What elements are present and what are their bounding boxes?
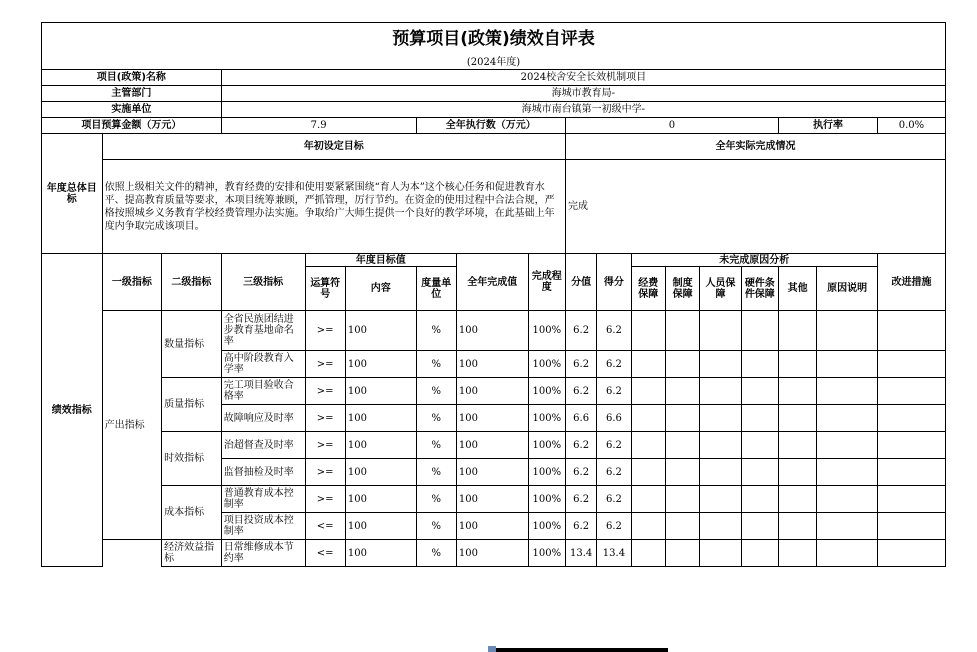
- operator: >=: [305, 459, 345, 486]
- target-content: 100: [345, 311, 416, 351]
- operator: >=: [305, 432, 345, 459]
- exec-value: 0: [565, 118, 778, 134]
- impl-unit-value: 海城市南台镇第一初级中学-: [221, 102, 945, 118]
- level2-timeliness: 时效指标: [162, 432, 222, 486]
- indicator-name: 故障响应及时率: [221, 405, 305, 432]
- target-content: 100: [345, 378, 416, 405]
- actual-completion-header: 全年实际完成情况: [565, 134, 945, 160]
- indicator-name: 监督抽检及时率: [221, 459, 305, 486]
- target-content: 100: [345, 351, 416, 378]
- table-row: [42, 540, 946, 567]
- project-name-label: 项目(政策)名称: [42, 70, 222, 86]
- completion-degree: 100%: [528, 540, 565, 567]
- level3-header: 三级指标: [221, 254, 305, 311]
- score: 6.2: [565, 459, 596, 486]
- full-year-value: 100: [456, 351, 528, 378]
- reason-hardware-header: 硬件条件保障: [741, 267, 778, 311]
- target-content: 100: [345, 513, 416, 540]
- reason-staff-header: 人员保障: [700, 267, 741, 311]
- reason-system-header: 制度保障: [665, 267, 699, 311]
- operator: >=: [305, 351, 345, 378]
- score: 6.2: [565, 432, 596, 459]
- unit: %: [416, 513, 456, 540]
- target-content: 100: [345, 459, 416, 486]
- got-score: 6.2: [597, 311, 631, 351]
- unit: %: [416, 459, 456, 486]
- impl-unit-label: 实施单位: [42, 102, 222, 118]
- score: 6.2: [565, 311, 596, 351]
- score: 13.4: [565, 540, 596, 567]
- completion-degree: 100%: [528, 432, 565, 459]
- perf-indicator-label: 绩效指标: [42, 254, 103, 567]
- table-row: [42, 486, 946, 513]
- evaluation-sheet: [41, 22, 946, 567]
- unit: %: [416, 486, 456, 513]
- level2-header: 二级指标: [162, 254, 222, 311]
- year-label: (2024年度): [42, 55, 946, 70]
- rate-value: 0.0%: [877, 118, 945, 134]
- target-content: 100: [345, 486, 416, 513]
- score: 6.6: [565, 405, 596, 432]
- completion-degree: 100%: [528, 311, 565, 351]
- completion-degree: 100%: [528, 405, 565, 432]
- unit: %: [416, 378, 456, 405]
- got-score: 6.2: [597, 513, 631, 540]
- exec-label: 全年执行数（万元）: [416, 118, 565, 134]
- improve-header: 改进措施: [877, 254, 945, 311]
- operator: >=: [305, 311, 345, 351]
- actual-completion-text: 完成: [565, 160, 945, 254]
- got-score: 13.4: [597, 540, 631, 567]
- page-title: 预算项目(政策)绩效自评表: [42, 23, 946, 56]
- unit: %: [416, 540, 456, 567]
- full-year-header: 全年完成值: [456, 254, 528, 311]
- full-year-value: 100: [456, 459, 528, 486]
- completion-degree: 100%: [528, 378, 565, 405]
- operator: >=: [305, 405, 345, 432]
- initial-goal-header: 年初设定目标: [102, 134, 565, 160]
- full-year-value: 100: [456, 540, 528, 567]
- got-score: 6.2: [597, 378, 631, 405]
- level1-output: 产出指标: [102, 311, 162, 540]
- unit: %: [416, 311, 456, 351]
- table-row: [42, 432, 946, 459]
- annual-target-header: 年度目标值: [305, 254, 456, 267]
- got-header: 得分: [597, 254, 631, 311]
- score-header: 分值: [565, 254, 596, 311]
- rate-label: 执行率: [779, 118, 878, 134]
- operator: >=: [305, 378, 345, 405]
- score: 6.2: [565, 486, 596, 513]
- got-score: 6.2: [597, 486, 631, 513]
- completion-degree: 100%: [528, 351, 565, 378]
- operator: >=: [305, 486, 345, 513]
- got-score: 6.6: [597, 405, 631, 432]
- indicator-name: 普通教育成本控制率: [221, 486, 305, 513]
- reason-desc-header: 原因说明: [817, 267, 878, 311]
- initial-goal-text: 依照上级相关文件的精神，教育经费的安排和使用要紧紧围绕“育人为本”这个核心任务和促进教育水平、提高教育质量等要求，本项目统筹兼顾，严抓管理，厉行节约。在资金的使用过程中合法合规，严格按照城乡义务教育学校经费管理办法实施。争取给广大师生提供一个良好的教学环境，在此基础上年度内争取完成该项目。: [102, 160, 565, 254]
- table-row: [42, 378, 946, 405]
- target-content: 100: [345, 540, 416, 567]
- got-score: 6.2: [597, 432, 631, 459]
- unit: %: [416, 351, 456, 378]
- indicator-name: 项目投资成本控制率: [221, 513, 305, 540]
- budget-label: 项目预算金额（万元）: [42, 118, 222, 134]
- dept-label: 主管部门: [42, 86, 222, 102]
- indicator-name: 日常维修成本节约率: [221, 540, 305, 567]
- budget-value: 7.9: [221, 118, 416, 134]
- full-year-value: 100: [456, 378, 528, 405]
- indicator-name: 治超督查及时率: [221, 432, 305, 459]
- level1-header: 一级指标: [102, 254, 162, 311]
- operator: <=: [305, 540, 345, 567]
- unit-header: 度量单位: [416, 267, 456, 311]
- op-header: 运算符号: [305, 267, 345, 311]
- reason-funding-header: 经费保障: [631, 267, 665, 311]
- full-year-value: 100: [456, 432, 528, 459]
- full-year-value: 100: [456, 486, 528, 513]
- score: 6.2: [565, 378, 596, 405]
- full-year-value: 100: [456, 513, 528, 540]
- full-year-value: 100: [456, 311, 528, 351]
- unit: %: [416, 405, 456, 432]
- level2-cost: 成本指标: [162, 486, 222, 540]
- level2-quantity: 数量指标: [162, 311, 222, 378]
- got-score: 6.2: [597, 351, 631, 378]
- indicator-name: 完工项目验收合格率: [221, 378, 305, 405]
- score: 6.2: [565, 351, 596, 378]
- annual-goal-label: 年度总体目标: [42, 134, 103, 254]
- completion-degree: 100%: [528, 459, 565, 486]
- level2-quality: 质量指标: [162, 378, 222, 432]
- target-content: 100: [345, 405, 416, 432]
- completion-degree: 100%: [528, 513, 565, 540]
- reason-other-header: 其他: [779, 267, 817, 311]
- completion-degree: 100%: [528, 486, 565, 513]
- content-header: 内容: [345, 267, 416, 311]
- completion-header: 完成程度: [528, 254, 565, 311]
- indicator-name: 全省民族团结进步教育基地命名率: [221, 311, 305, 351]
- got-score: 6.2: [597, 459, 631, 486]
- evaluation-table: [41, 22, 946, 567]
- table-row: [42, 311, 946, 351]
- target-content: 100: [345, 432, 416, 459]
- project-name-value: 2024校舍安全长效机制项目: [221, 70, 945, 86]
- operator: <=: [305, 513, 345, 540]
- indicator-name: 高中阶段教育入学率: [221, 351, 305, 378]
- reason-group-header: 未完成原因分析: [631, 254, 877, 267]
- score: 6.2: [565, 513, 596, 540]
- full-year-value: 100: [456, 405, 528, 432]
- dept-value: 海城市教育局-: [221, 86, 945, 102]
- level2-economic: 经济效益指标: [162, 540, 222, 567]
- unit: %: [416, 432, 456, 459]
